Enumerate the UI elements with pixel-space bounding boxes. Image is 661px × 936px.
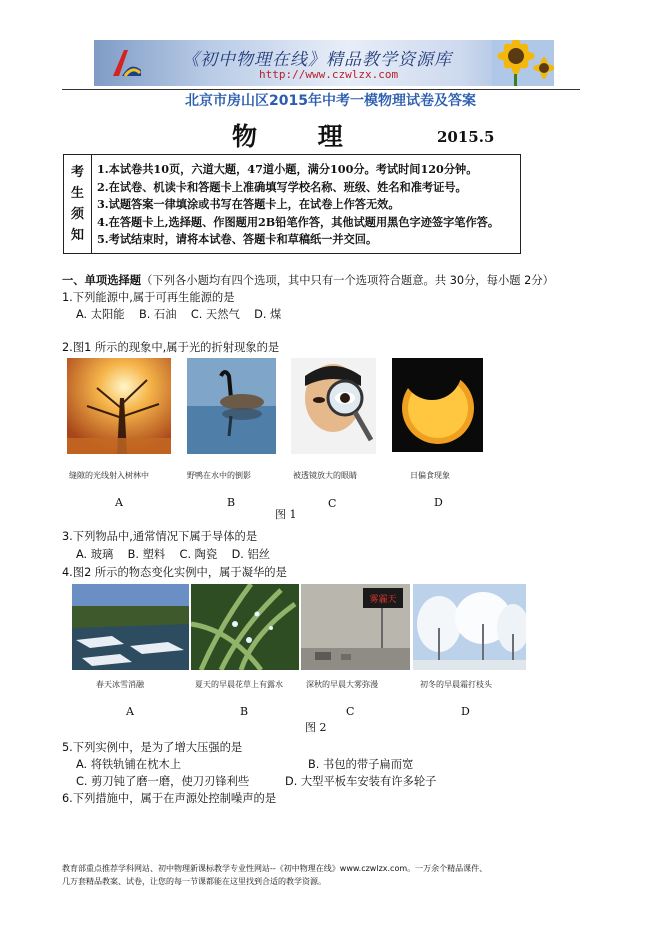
question-1-options: A. 太阳能 B. 石油 C. 天然气 D. 煤 <box>76 308 282 321</box>
banner-title: 《初中物理在线》精品教学资源库 <box>182 50 452 70</box>
notice-label-char: 生 <box>70 186 84 201</box>
dew-grass-image <box>191 584 299 670</box>
figure-2-label: 图 2 <box>305 721 327 734</box>
question-1-stem: 1.下列能源中,属于可再生能源的是 <box>62 291 235 304</box>
fog-sign-text: 雾霾天 <box>369 595 397 605</box>
figure-2-letter-c: C <box>346 705 355 718</box>
question-5-option-c: C. 剪刀钝了磨一磨，使刀刃锋利些 <box>76 775 250 788</box>
question-3-stem: 3.下列物品中,通常情况下属于导体的是 <box>62 530 258 543</box>
notice-label-char: 考 <box>70 165 84 180</box>
figure-1-letter-b: B <box>227 496 236 509</box>
figure-1-letter-c: C <box>328 497 337 510</box>
question-6-stem: 6.下列措施中，属于在声源处控制噪声的是 <box>62 792 277 805</box>
footer-line: 教育部重点推荐学科网站、初中物理新课标教学专业性网站--《初中物理在线》www.czwlzx.com。一万余个精品课件、 <box>62 864 488 873</box>
sunflower-image <box>492 40 554 86</box>
question-5-option-a: A. 将铁轨铺在枕木上 <box>76 758 182 771</box>
autumn-forest-image <box>67 358 171 454</box>
figure-1-caption-d: 日偏食现象 <box>410 471 450 480</box>
figure-1-letter-a: A <box>115 496 123 509</box>
footer-line: 几万套精品教案、试卷，让您的每一节课都能在这里找到合适的教学资源。 <box>62 877 326 886</box>
exam-date: 2015.5 <box>437 128 495 146</box>
notice-label-char: 须 <box>70 207 84 222</box>
exam-notice-box <box>63 154 521 254</box>
figure-2-caption-d: 初冬的早晨霜打枝头 <box>420 680 492 689</box>
notice-label <box>64 155 92 253</box>
figure-2-caption-c: 深秋的早晨大雾弥漫 <box>306 680 378 689</box>
notice-item: 1.本试卷共10页，六道大题，47道小题，满分100分。考试时间120分钟。 <box>97 162 478 176</box>
notice-item: 3.试题答案一律填涂或书写在答题卡上，在试卷上作答无效。 <box>97 197 400 212</box>
banner-url[interactable]: http://www.czwlzx.com <box>259 68 399 81</box>
question-2-stem: 2.图1 所示的现象中,属于光的折射现象的是 <box>62 341 280 354</box>
figure-2-letter-d: D <box>461 705 470 718</box>
heavy-fog-image <box>301 584 410 670</box>
question-4-stem: 4.图2 所示的物态变化实例中，属于凝华的是 <box>62 566 287 579</box>
magnified-eye-image <box>291 358 376 454</box>
question-5-stem: 5.下列实例中，是为了增大压强的是 <box>62 741 243 754</box>
figure-2-caption-b: 夏天的早晨花草上有露水 <box>195 680 283 689</box>
figure-2-caption-a: 春天冰雪消融 <box>96 680 144 689</box>
notice-item: 2.在试卷、机读卡和答题卡上准确填写学校名称、班级、姓名和准考证号。 <box>97 179 467 194</box>
figure-1-caption-a: 缝隙的光线射入树林中 <box>69 471 149 480</box>
question-3-options: A. 玻璃 B. 塑料 C. 陶瓷 D. 铝丝 <box>76 548 271 561</box>
notice-label-char: 知 <box>70 228 84 243</box>
page-footer <box>62 862 602 888</box>
notice-item: 5.考试结束时，请将本试卷、答题卡和草稿纸一并交回。 <box>97 232 378 247</box>
question-5-option-d: D. 大型平板车安装有许多轮子 <box>285 775 437 788</box>
header-banner <box>94 40 554 86</box>
section-description: （下列各小题均有四个选项，其中只有一个选项符合题意。共 30分，每小题 2分） <box>141 274 554 287</box>
figure-1-letter-d: D <box>434 496 443 509</box>
exam-heading: 北京市房山区2015年中考一模物理试卷及答案 <box>185 93 476 109</box>
melting-ice-image <box>72 584 189 670</box>
subject-title: 物 理 <box>232 122 369 151</box>
figure-1-label: 图 1 <box>275 508 297 521</box>
figure-2-letter-a: A <box>126 705 134 718</box>
figure-1-caption-b: 野鸭在水中的倒影 <box>187 471 251 480</box>
question-5-option-b: B. 书包的带子扁而宽 <box>308 758 414 771</box>
notice-list <box>97 161 499 249</box>
section-title: 一、单项选择题 <box>62 274 142 287</box>
notice-item: 4.在答题卡上,选择题、作图题用2B铅笔作答，其他试题用黑色字迹签字笔作答。 <box>97 214 500 229</box>
site-logo-icon <box>110 46 144 80</box>
frost-branches-image <box>413 584 526 670</box>
figure-1-caption-c: 被透镜放大的眼睛 <box>293 471 357 480</box>
goose-reflection-image <box>187 358 276 454</box>
section-heading <box>62 272 554 288</box>
figure-2-letter-b: B <box>240 705 249 718</box>
partial-eclipse-image <box>392 358 483 452</box>
